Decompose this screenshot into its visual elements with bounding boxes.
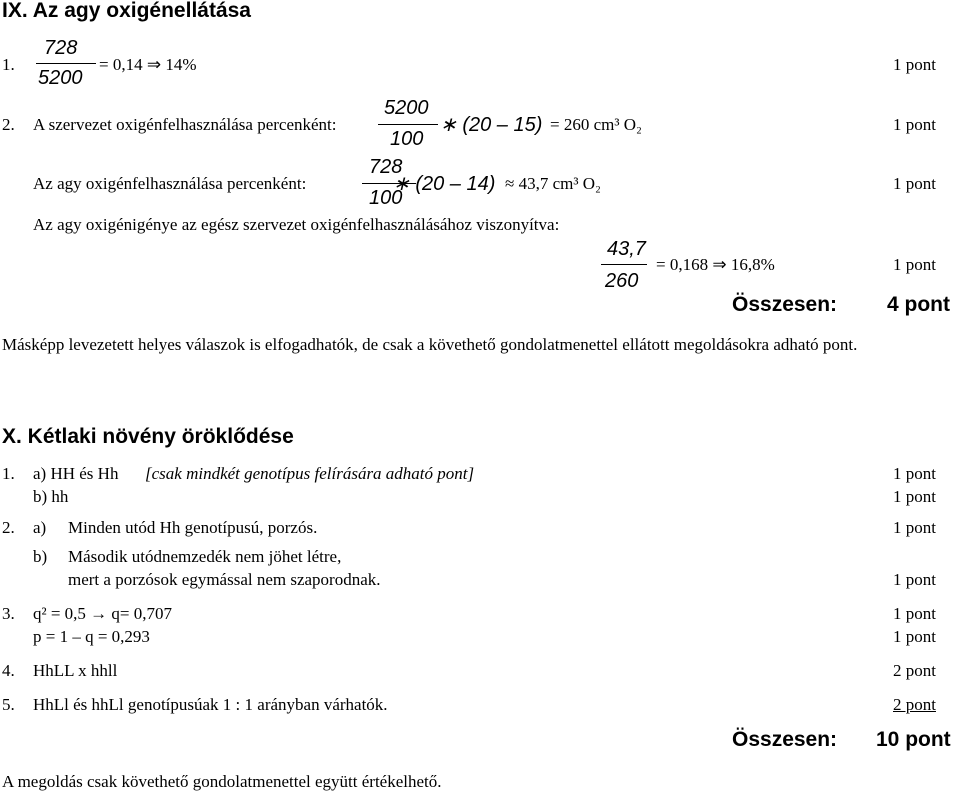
fraction-numerator: 728 (369, 156, 403, 178)
score: 1 pont (893, 464, 936, 483)
sub-label: b) (33, 547, 48, 566)
note-text: Másképp levezetett helyes válaszok is elfogadhatók, de csak a követhető gondolatmenettel ellátott megoldásokra adható pont. (2, 335, 858, 354)
item-number: 2. (2, 115, 15, 134)
fraction-denominator: 260 (605, 270, 639, 292)
item-number: 1. (2, 464, 15, 483)
score: 2 pont (893, 695, 936, 714)
section-title-ix: IX. Az agy oxigénellátása (2, 0, 251, 22)
score: 1 pont (893, 627, 936, 646)
result-text: = 0,14 ⇒ 14% (99, 55, 197, 74)
factor-text: ∗ (20 – 15) (440, 114, 543, 136)
fraction-denominator: 100 (369, 187, 403, 209)
score: 1 pont (893, 570, 936, 589)
score: 1 pont (893, 518, 936, 537)
score: 2 pont (893, 661, 936, 680)
score: 1 pont (893, 487, 936, 506)
item-text: Az agy oxigénigénye az egész szervezet oxigénfelhasználásához viszonyítva: (33, 215, 560, 234)
answer-text: p = 1 – q = 0,293 (33, 627, 150, 646)
answer-text: q² = 0,5 → q= 0,707 (33, 604, 173, 623)
fraction-denominator: 100 (390, 128, 424, 150)
answer-text: a) HH és Hh (33, 464, 119, 483)
total-value: 10 pont (876, 728, 951, 751)
answer-text: Minden utód Hh genotípusú, porzós. (68, 518, 318, 537)
total-label: Összesen: (732, 728, 838, 751)
answer-text: b) hh (33, 487, 69, 506)
item-number: 1. (2, 55, 15, 74)
fraction-numerator: 43,7 (607, 238, 646, 260)
score: 1 pont (893, 115, 936, 134)
answer-text: HhLL x hhll (33, 661, 118, 680)
score: 1 pont (893, 255, 936, 274)
sub-label: a) (33, 518, 47, 537)
answer-text: HhLl és hhLl genotípusúak 1 : 1 arányban várhatók. (33, 695, 388, 714)
item-text: A szervezet oxigénfelhasználása percenként: (33, 115, 337, 134)
fraction-bar (36, 63, 96, 64)
fraction-numerator: 5200 (384, 97, 429, 119)
item-number: 4. (2, 661, 15, 680)
item-number: 2. (2, 518, 15, 537)
total-label: Összesen: (732, 293, 838, 316)
item-text: Az agy oxigénfelhasználása percenként: (33, 174, 307, 193)
factor-text: ∗ (20 – 14) (393, 173, 496, 195)
result-text: = 0,168 ⇒ 16,8% (656, 255, 775, 274)
answer-text: Második utódnemzedék nem jöhet létre, (68, 547, 342, 566)
section-title-x: X. Kétlaki növény öröklődése (2, 425, 294, 448)
result-text: ≈ 43,7 cm³ O₂ (505, 174, 601, 193)
answer-note: [csak mindkét genotípus felírására adható pont] (145, 464, 475, 483)
total-value: 4 pont (887, 293, 950, 316)
score: 1 pont (893, 55, 936, 74)
fraction-bar (601, 264, 647, 265)
result-text: = 260 cm³ O₂ (550, 115, 642, 134)
fraction-denominator: 5200 (38, 67, 83, 89)
item-number: 3. (2, 604, 15, 623)
score: 1 pont (893, 174, 936, 193)
answer-text: mert a porzósok egymással nem szaporodnak. (68, 570, 381, 589)
note-text: A megoldás csak követhető gondolatmenettel együtt értékelhető. (2, 772, 442, 791)
fraction-bar (378, 124, 438, 125)
fraction-numerator: 728 (44, 37, 78, 59)
item-number: 5. (2, 695, 15, 714)
score: 1 pont (893, 604, 936, 623)
